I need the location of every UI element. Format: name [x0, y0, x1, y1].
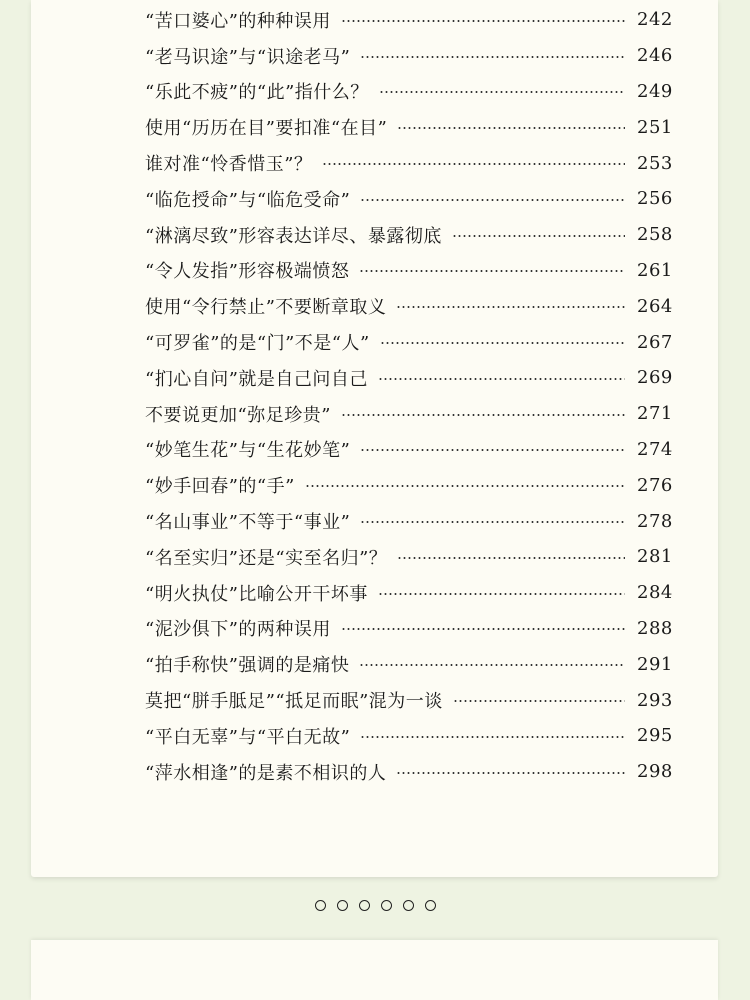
toc-entry-title: “拍手称快”强调的是痛快	[145, 655, 350, 677]
toc-dot-leader	[359, 664, 625, 666]
toc-entry[interactable]	[145, 646, 673, 682]
toc-entry-page-number: 288	[637, 617, 673, 639]
toc-entry[interactable]	[145, 288, 673, 324]
toc-entry-page-number: 276	[637, 474, 673, 496]
toc-entry-title: “淋漓尽致”形容表达详尽、暴露彻底	[145, 225, 442, 247]
toc-dot-leader	[360, 521, 625, 523]
pager-dot-6[interactable]	[425, 900, 436, 911]
toc-dot-leader	[341, 414, 625, 416]
toc-entry-page-number: 246	[637, 45, 673, 67]
pager-dot-4[interactable]	[381, 900, 392, 911]
toc-entry[interactable]	[145, 74, 673, 110]
toc-entry-title: “名至实归”还是“实至名归”？	[145, 547, 388, 569]
toc-entry[interactable]	[145, 2, 673, 38]
toc-entry[interactable]	[145, 38, 673, 74]
toc-entry-page-number: 269	[637, 367, 673, 389]
toc-entry-title: “妙手回春”的“手”	[145, 476, 295, 498]
toc-entry-title: “平白无辜”与“平白无故”	[145, 726, 351, 748]
toc-entry[interactable]	[145, 181, 673, 217]
toc-entry-title: “老马识途”与“识途老马”	[145, 46, 351, 68]
toc-entry-page-number: 298	[637, 761, 673, 783]
toc-entry[interactable]	[145, 360, 673, 396]
toc-page-card	[31, 0, 718, 877]
toc-entry-title: “妙笔生花”与“生花妙笔”	[145, 440, 351, 462]
toc-entry[interactable]	[145, 396, 673, 432]
toc-list	[145, 2, 673, 790]
toc-entry-page-number: 281	[637, 546, 673, 568]
toc-entry[interactable]	[145, 575, 673, 611]
toc-dot-leader	[305, 485, 625, 487]
toc-dot-leader	[360, 736, 625, 738]
toc-entry-title: “苦口婆心”的种种误用	[145, 10, 331, 32]
toc-entry-title: 使用“令行禁止”不要断章取义	[145, 297, 387, 319]
toc-entry-title: “可罗雀”的是“门”不是“人”	[145, 333, 370, 355]
toc-entry[interactable]	[145, 503, 673, 539]
toc-entry-title: 使用“历历在目”要扣准“在目”	[145, 118, 388, 140]
pager-dot-2[interactable]	[337, 900, 348, 911]
toc-entry-page-number: 291	[637, 653, 673, 675]
toc-dot-leader	[379, 91, 625, 93]
toc-entry[interactable]	[145, 718, 673, 754]
toc-entry-page-number: 267	[637, 331, 673, 353]
toc-entry-page-number: 284	[637, 582, 673, 604]
toc-entry[interactable]	[145, 432, 673, 468]
toc-dot-leader	[359, 270, 625, 272]
toc-entry-page-number: 293	[637, 689, 673, 711]
toc-entry-page-number: 271	[637, 403, 673, 425]
toc-entry-page-number: 253	[637, 152, 673, 174]
toc-entry-title: 不要说更加“弥足珍贵”	[145, 404, 331, 426]
toc-entry-page-number: 264	[637, 295, 673, 317]
toc-entry[interactable]	[145, 324, 673, 360]
next-page-card	[31, 940, 718, 1000]
toc-dot-leader	[378, 593, 625, 595]
toc-entry-page-number: 242	[637, 9, 673, 31]
toc-dot-leader	[380, 342, 625, 344]
toc-entry[interactable]	[145, 217, 673, 253]
toc-entry[interactable]	[145, 611, 673, 647]
toc-entry-title: “泥沙俱下”的两种误用	[145, 619, 331, 641]
toc-entry-title: “萍水相逢”的是素不相识的人	[145, 762, 387, 784]
toc-dot-leader	[396, 772, 625, 774]
toc-entry-title: “乐此不疲”的“此”指什么？	[145, 82, 369, 104]
toc-dot-leader	[322, 163, 625, 165]
toc-entry-page-number: 256	[637, 188, 673, 210]
toc-entry-page-number: 274	[637, 438, 673, 460]
toc-dot-leader	[341, 20, 625, 22]
toc-dot-leader	[360, 449, 625, 451]
toc-entry-title: “明火执仗”比喻公开干坏事	[145, 583, 368, 605]
toc-entry[interactable]	[145, 539, 673, 575]
toc-dot-leader	[396, 306, 625, 308]
toc-entry[interactable]	[145, 754, 673, 790]
toc-entry-page-number: 295	[637, 725, 673, 747]
toc-dot-leader	[360, 199, 625, 201]
toc-entry-page-number: 258	[637, 224, 673, 246]
toc-dot-leader	[397, 557, 625, 559]
pager-dot-3[interactable]	[359, 900, 370, 911]
toc-dot-leader	[453, 700, 625, 702]
toc-entry[interactable]	[145, 467, 673, 503]
pager-dot-1[interactable]	[315, 900, 326, 911]
toc-entry[interactable]	[145, 109, 673, 145]
toc-entry-title: “扪心自问”就是自己问自己	[145, 368, 368, 390]
toc-entry[interactable]	[145, 145, 673, 181]
toc-entry-title: “令人发指”形容极端愤怒	[145, 261, 350, 283]
toc-entry-page-number: 249	[637, 80, 673, 102]
toc-entry[interactable]	[145, 253, 673, 289]
toc-dot-leader	[360, 56, 625, 58]
toc-entry-title: 莫把“胼手胝足”“抵足而眠”混为一谈	[145, 691, 443, 713]
toc-entry-page-number: 261	[637, 259, 673, 281]
toc-entry-title: “临危授命”与“临危受命”	[145, 189, 351, 211]
toc-dot-leader	[452, 235, 625, 237]
toc-dot-leader	[378, 378, 625, 380]
carousel-pager	[0, 900, 750, 911]
toc-entry[interactable]	[145, 682, 673, 718]
toc-entry-page-number: 251	[637, 116, 673, 138]
toc-entry-title: “名山事业”不等于“事业”	[145, 512, 351, 534]
pager-dot-5[interactable]	[403, 900, 414, 911]
toc-dot-leader	[341, 628, 625, 630]
toc-dot-leader	[397, 127, 625, 129]
toc-entry-title: 谁对准“怜香惜玉”？	[145, 154, 313, 176]
toc-entry-page-number: 278	[637, 510, 673, 532]
